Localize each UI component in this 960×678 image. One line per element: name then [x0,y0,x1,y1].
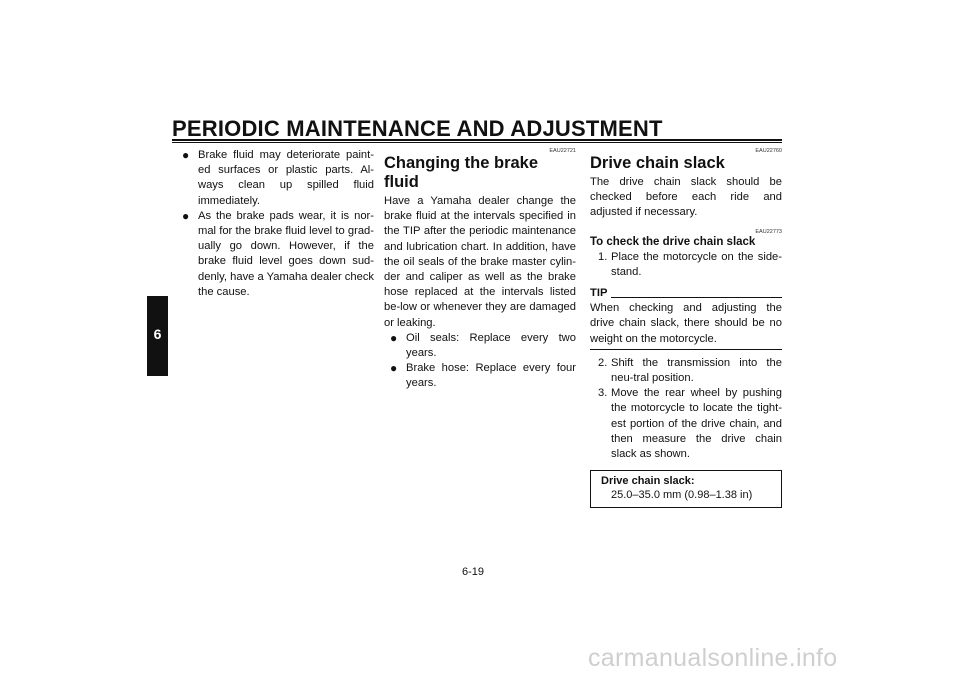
tip-label: TIP [590,287,608,300]
step-text: Place the motorcycle on the side-stand. [611,250,782,278]
bullet-text: As the brake pads wear, it is nor-mal for the brake fluid level to grad-ually go down. However, if the brake fluid level goes down sud-denly, have a Yamaha dealer check the cause. [198,209,375,298]
bullet-icon: ● [182,148,190,162]
spec-value: 25.0–35.0 mm (0.98–1.38 in) [611,489,753,502]
subsection-heading: To check the drive chain slack [590,235,756,248]
column-3 [590,148,782,508]
step-item [590,386,782,462]
tip-text: When checking and adjusting the drive chain slack, there should be no weight on the motorcycle. [590,302,782,345]
column-2 [384,148,576,392]
step-item [590,356,782,386]
page-number: 6-19 [462,566,485,578]
step-item [590,250,782,280]
spec-box [590,470,782,508]
section-code: EAU22760 [755,148,782,154]
bullet-text: Oil seals: Replace every two years. [406,331,576,360]
header-rule [172,139,782,143]
chapter-tab: 6 [147,296,168,376]
list-item [390,361,576,391]
column-1 [182,148,374,300]
bullet-icon: ● [390,361,398,376]
section-code: EAU22773 [755,228,782,235]
bullet-icon: ● [390,330,398,345]
bullet-text: Brake fluid may deteriorate paint-ed surfaces or plastic parts. Al-ways clean up spilled fluid immediately. [198,149,374,207]
spec-label: Drive chain slack: [601,475,695,488]
section-heading-drive-chain: Drive chain slack [590,154,725,172]
step-number: 2. [598,356,608,369]
tip-end-rule [590,349,782,350]
bullet-icon: ● [182,208,190,223]
section-heading-brake-fluid: Changing the brake fluid [384,154,539,191]
drive-chain-body: The drive chain slack should be checked before each ride and adjusted if necessary. [590,176,782,219]
tip-header [590,286,782,301]
step-number: 1. [598,250,608,263]
page-title: PERIODIC MAINTENANCE AND ADJUSTMENT [172,116,663,141]
step-text: Shift the transmission into the neu-tral position. [611,356,782,385]
tip-rule [611,297,782,298]
list-item [390,331,576,361]
list-item [182,148,374,209]
section-code: EAU22721 [549,148,576,154]
list-item [182,209,374,300]
step-text: Move the rear wheel by pushing the motorcycle to locate the tight-est portion of the drive chain, and then measure the drive chain slack as shown. [611,387,782,461]
watermark: carmanualsonline.info [588,644,838,672]
step-number: 3. [598,387,608,400]
bullet-text: Brake hose: Replace every four years. [406,362,576,390]
brake-fluid-body: Have a Yamaha dealer change the brake fluid at the intervals specified in the TIP after the periodic maintenance and lubrication chart. In addition, have the oil seals of the brake master cylin-der and caliper as well as the brake hose replaced at the intervals listed be-low or whenever they are damaged or leaking. [384,195,576,329]
